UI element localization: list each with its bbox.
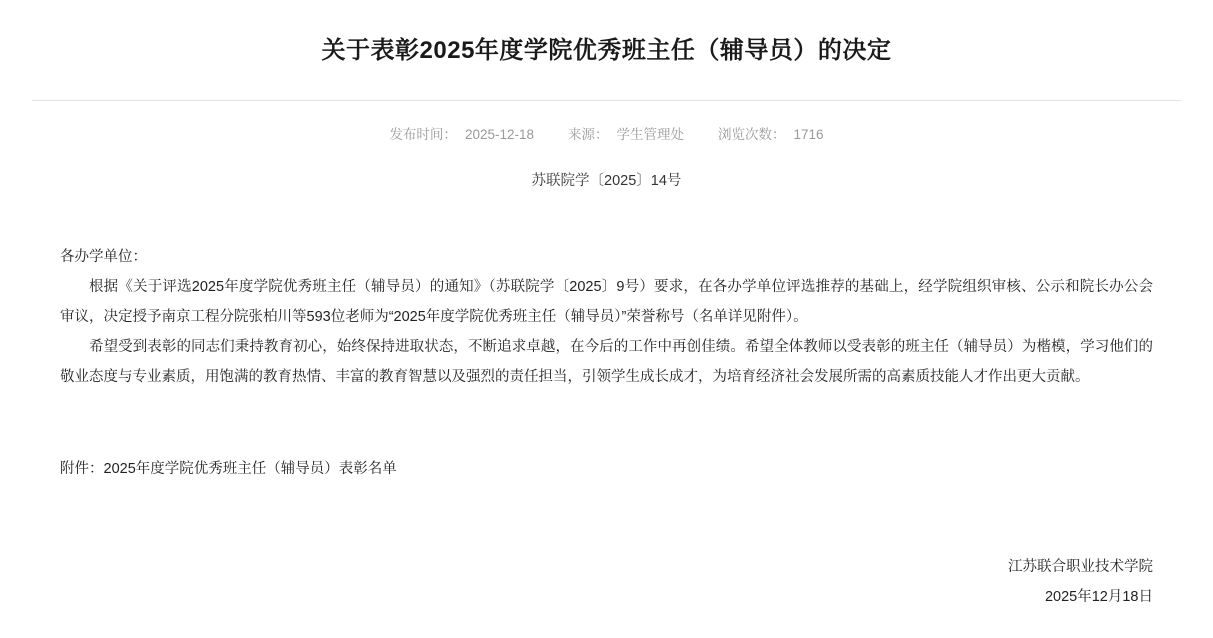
source <box>568 123 684 143</box>
signature-date: 2025年12月18日 <box>1044 589 1153 606</box>
document-page <box>0 16 1213 638</box>
signature-block <box>1008 552 1153 612</box>
document-number: 苏联院学〔2025〕14号 <box>531 173 682 190</box>
source-label: 来源： <box>568 127 609 143</box>
view-count <box>718 123 824 143</box>
publish-time-label: 发布时间： <box>389 127 457 143</box>
publish-time <box>389 123 534 143</box>
signature-organization: 江苏联合职业技术学院 <box>1008 559 1153 576</box>
document-body <box>0 242 1213 484</box>
document-meta <box>0 101 1213 143</box>
body-paragraph-1: 根据《关于评选2025年度学院优秀班主任（辅导员）的通知》（苏联院学〔2025〕9号）要求，在各办学单位评选推荐的基础上，经学院组织审核、公示和院长办公会审议，决定授予南京工程分院张柏川等593位老师为“2025年度学院优秀班主任（辅导员）”荣誉称号（名单详见附件）。 <box>60 279 1153 326</box>
publish-time-value: 2025-12-18 <box>464 127 534 143</box>
view-count-value: 1716 <box>793 127 824 143</box>
view-count-label: 浏览次数： <box>718 127 786 143</box>
attachment-line: 附件：2025年度学院优秀班主任（辅导员）表彰名单 <box>60 461 397 478</box>
body-paragraph-2: 希望受到表彰的同志们秉持教育初心，始终保持进取状态，不断追求卓越，在今后的工作中再创佳绩。希望全体教师以受表彰的班主任（辅导员）为楷模，学习他们的敬业态度与专业素质，用饱满的教育热情、丰富的教育智慧以及强烈的责任担当，引领学生成长成才，为培育经济社会发展所需的高素质技能人才作出更大贡献。 <box>60 339 1153 386</box>
source-value: 学生管理处 <box>616 127 684 143</box>
page-title: 关于表彰2025年度学院优秀班主任（辅导员）的决定 <box>321 37 892 65</box>
salutation: 各办学单位： <box>60 249 147 266</box>
